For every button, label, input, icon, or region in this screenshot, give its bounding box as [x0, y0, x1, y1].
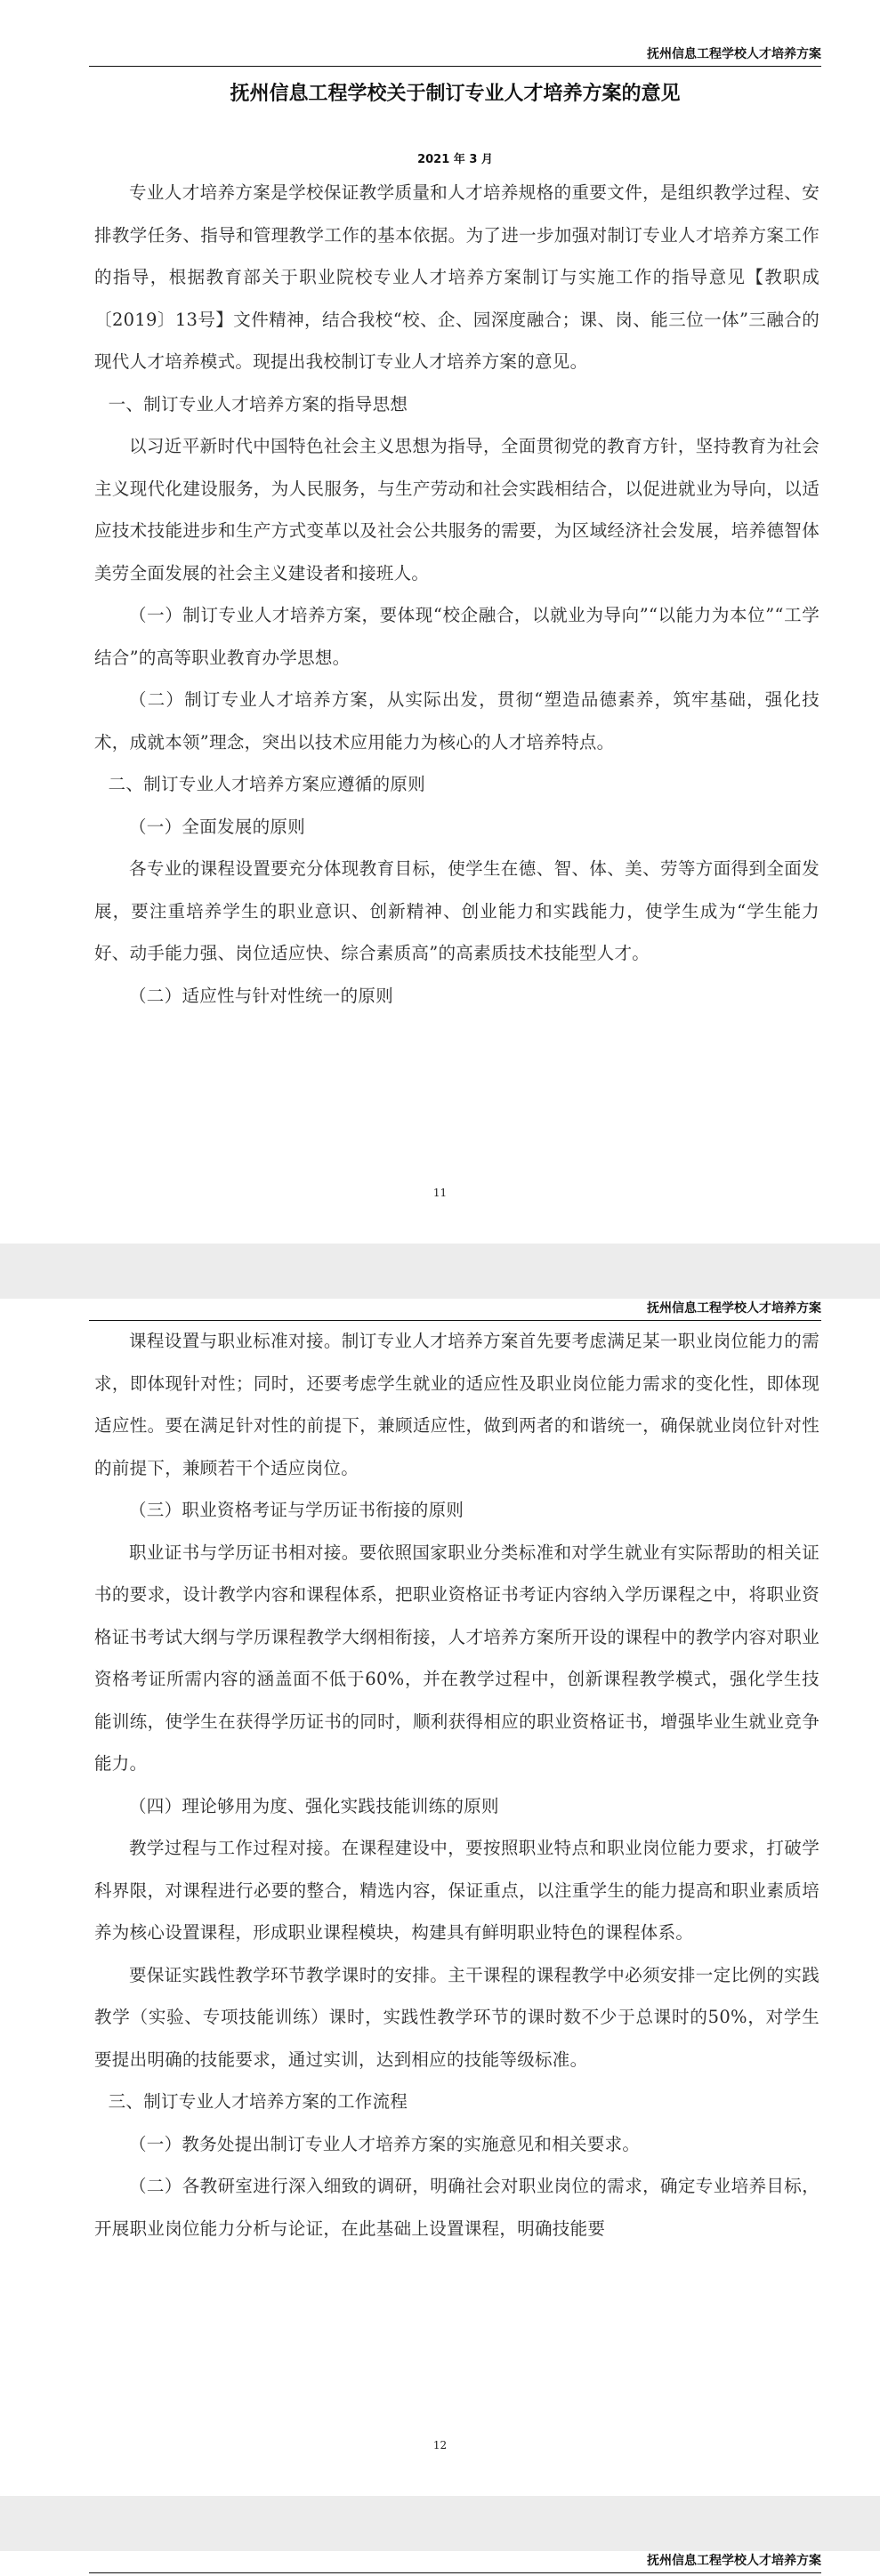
page-header: 抚州信息工程学校人才培养方案 [89, 1299, 821, 1321]
section-heading: 一、制订专业人才培养方案的指导思想 [108, 393, 408, 415]
paragraph: 以习近平新时代中国特色社会主义思想为指导，全面贯彻党的教育方针，坚持教育为社会主义现代化建设服务，为人民服务，与生产劳动和社会实践相结合，以促进就业为导向，以适应技术技能进步和生产方式变革以及社会公共服务的需要，为区域经济社会发展，培养德智体美劳全面发展的社会主义建设者和接班人。 [94, 436, 819, 584]
subsection-heading: （一）教务处提出制订专业人才培养方案的实施意见和相关要求。 [129, 2133, 641, 2154]
paragraph: 要保证实践性教学环节教学课时的安排。主干课程的课程教学中必须安排一定比例的实践教学（实验、专项技能训练）课时，实践性教学环节的课时数不少于总课时的50%，对学生要提出明确的技能要求，通过实训，达到相应的技能等级标准。 [94, 1964, 819, 2070]
page-1 [0, 0, 880, 1244]
paragraph: 教学过程与工作过程对接。在课程建设中，要按照职业特点和职业岗位能力要求，打破学科界限，对课程进行必要的整合，精选内容，保证重点，以注重学生的能力提高和职业素质培养为核心设置课程，形成职业课程模块，构建具有鲜明职业特色的课程体系。 [94, 1838, 819, 1943]
page-number: 11 [432, 1187, 448, 1199]
subsection-heading: （四）理论够用为度、强化实践技能训练的原则 [129, 1795, 499, 1816]
section-heading: 三、制订专业人才培养方案的工作流程 [108, 2091, 408, 2112]
paragraph: 职业证书与学历证书相对接。要依照国家职业分类标准和对学生就业有实际帮助的相关证书的要求，设计教学内容和课程体系，把职业资格证书考证内容纳入学历课程之中，将职业资格证书考试大纲与学历课程教学大纲相衔接，人才培养方案所开设的课程中的教学内容对职业资格考证所需内容的涵盖面不低于60%，并在教学过程中，创新课程教学模式，强化学生技能训练，使学生在获得学历证书的同时，顺利获得相应的职业资格证书，增强毕业生就业竞争能力。 [94, 1542, 819, 1774]
page-3 [0, 2551, 880, 2576]
page-header: 抚州信息工程学校人才培养方案 [89, 44, 821, 67]
document-date: 2021 年 3 月 [417, 153, 493, 166]
paragraph: 课程设置与职业标准对接。制订专业人才培养方案首先要考虑满足某一职业岗位能力的需求，即体现针对性；同时，还要考虑学生就业的适应性及职业岗位能力需求的变化性，即体现适应性。要在满足针对性的前提下，兼顾适应性，做到两者的和谐统一，确保就业岗位针对性的前提下，兼顾若干个适应岗位。 [94, 1331, 819, 1478]
page-gap [0, 2496, 880, 2551]
page-2 [0, 1299, 880, 2496]
page-number: 12 [432, 2439, 448, 2451]
document-title: 抚州信息工程学校关于制订专业人才培养方案的意见 [230, 83, 681, 105]
paragraph: 专业人才培养方案是学校保证教学质量和人才培养规格的重要文件，是组织教学过程、安排教学任务、指导和管理教学工作的基本依据。为了进一步加强对制订专业人才培养方案工作的指导，根据教育部关于职业院校专业人才培养方案制订与实施工作的指导意见【教职成〔2019〕13号】文件精神，结合我校“校、企、园深度融合；课、岗、能三位一体”三融合的现代人才培养模式。现提出我校制订专业人才培养方案的意见。 [94, 182, 819, 372]
paragraph: （二）制订专业人才培养方案，从实际出发，贯彻“塑造品德素养，筑牢基础，强化技术，成就本领”理念，突出以技术应用能力为核心的人才培养特点。 [94, 689, 819, 753]
subsection-heading: （二）适应性与针对性统一的原则 [129, 985, 394, 1006]
section-heading: 二、制订专业人才培养方案应遵循的原则 [108, 774, 425, 794]
subsection-heading: （三）职业资格考证与学历证书衔接的原则 [129, 1500, 464, 1520]
page-1-body [94, 172, 819, 1017]
paragraph: 各专业的课程设置要充分体现教育目标，使学生在德、智、体、美、劳等方面得到全面发展，要注重培养学生的职业意识、创新精神、创业能力和实践能力，使学生成为“学生能力好、动手能力强、岗位适应快、综合素质高”的高素质技术技能型人才。 [94, 858, 819, 963]
subsection-heading: （一）全面发展的原则 [129, 816, 306, 837]
page-gap [0, 1244, 880, 1299]
page-header: 抚州信息工程学校人才培养方案 [89, 2551, 821, 2573]
paragraph: （一）制订专业人才培养方案，要体现“校企融合，以就业为导向”“以能力为本位”“工学结合”的高等职业教育办学思想。 [94, 605, 819, 668]
page-2-body [94, 1320, 819, 2250]
paragraph: （二）各教研室进行深入细致的调研，明确社会对职业岗位的需求，确定专业培养目标，开展职业岗位能力分析与论证，在此基础上设置课程，明确技能要 [94, 2176, 819, 2239]
